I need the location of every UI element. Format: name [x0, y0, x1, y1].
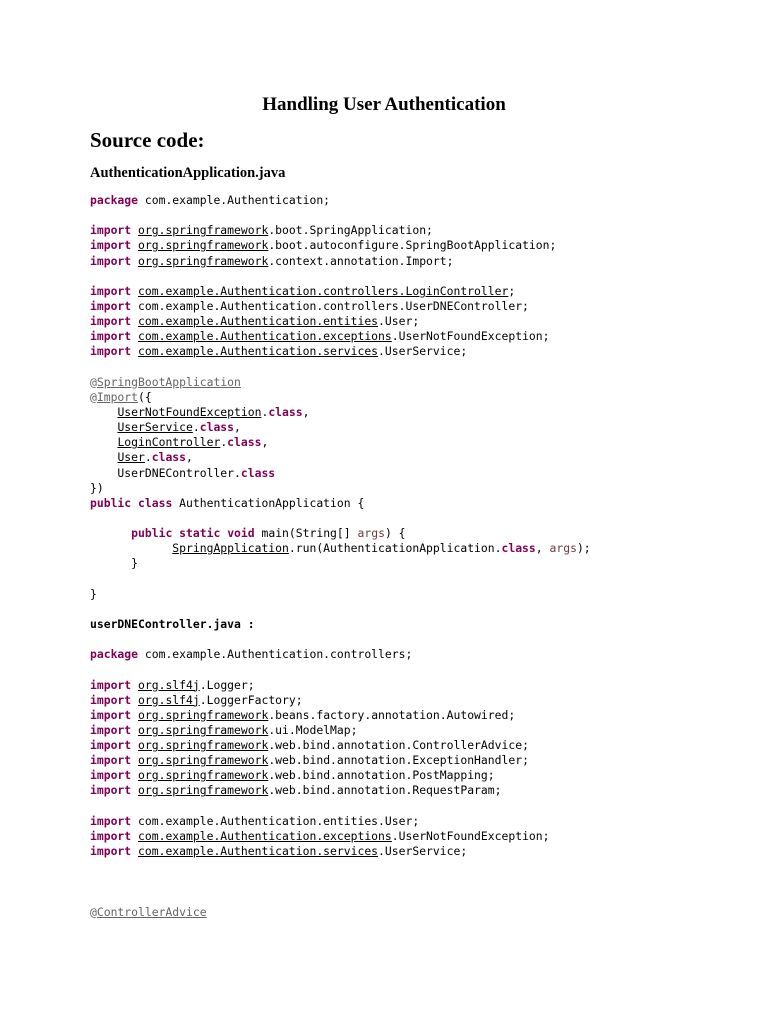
- code-token: .UserService;: [378, 844, 468, 859]
- code-line: [90, 768, 750, 783]
- code-token: .boot.autoconfigure.SpringBootApplication;: [268, 238, 557, 253]
- code-line: [90, 496, 750, 511]
- code-line: [90, 829, 750, 844]
- code-token: .User;: [378, 314, 420, 329]
- code-line: [90, 693, 750, 708]
- code-token: .beans.factory.annotation.Autowired;: [268, 707, 516, 722]
- code-token: [131, 254, 138, 268]
- code-line: [90, 420, 750, 435]
- code-line: [90, 783, 750, 798]
- code-token: org.springframework: [138, 753, 269, 768]
- code-line: [90, 859, 750, 874]
- code-token: }): [90, 480, 104, 495]
- code-token: com.example.Authentication.exceptions: [138, 828, 392, 843]
- code-token: SpringBootApplication: [96, 374, 241, 389]
- code-line: [90, 481, 750, 496]
- code-token: import: [90, 298, 132, 313]
- code-token: package: [90, 193, 139, 207]
- code-line: [90, 435, 750, 450]
- code-token: org.springframework: [138, 768, 269, 783]
- code-token: ,: [186, 450, 193, 465]
- code-token: org.springframework: [138, 722, 269, 737]
- code-line: [90, 708, 750, 723]
- code-token: .UserNotFoundException;: [391, 329, 550, 344]
- code-token: [131, 829, 138, 843]
- code-token: import: [90, 253, 132, 268]
- code-token: com.example.Authentication.entities.User;: [131, 813, 420, 828]
- code-line: [90, 193, 750, 208]
- code-line: [90, 874, 750, 889]
- code-line: [90, 223, 750, 238]
- code-line: [90, 587, 750, 602]
- code-line: [90, 329, 750, 344]
- document-title: Handling User Authentication: [262, 94, 506, 115]
- code-token: .web.bind.annotation.RequestParam;: [268, 783, 502, 798]
- code-token: org.springframework: [138, 238, 269, 253]
- code-token: [131, 238, 138, 252]
- code-token: @: [90, 374, 97, 389]
- code-line: [90, 738, 750, 753]
- code-token: UserNotFoundException: [117, 404, 262, 419]
- code-token: import: [90, 783, 132, 798]
- code-token: [131, 223, 138, 237]
- code-line: [90, 284, 750, 299]
- code-token: .: [192, 420, 200, 435]
- code-token: class: [240, 465, 276, 480]
- code-token: .boot.SpringApplication;: [268, 223, 433, 238]
- code-token: import: [90, 238, 132, 253]
- code-token: ,: [535, 541, 550, 556]
- code-token: import: [90, 223, 132, 238]
- code-token: org.slf4j: [138, 677, 200, 692]
- code-token: com.example.Authentication;: [138, 193, 331, 207]
- code-token: @: [90, 389, 97, 404]
- code-line: [90, 753, 750, 768]
- code-line: [90, 905, 750, 920]
- code-token: userDNEController.java :: [90, 616, 255, 631]
- code-token: [90, 541, 172, 555]
- code-token: .web.bind.annotation.ControllerAdvice;: [268, 738, 529, 753]
- code-token: [131, 844, 138, 858]
- code-token: .: [261, 404, 269, 419]
- code-token: .web.bind.annotation.PostMapping;: [268, 768, 495, 783]
- code-token: import: [90, 329, 132, 344]
- code-token: args: [357, 526, 385, 541]
- code-line: [90, 360, 750, 375]
- code-token: package: [90, 647, 139, 662]
- code-token: LoginController: [117, 435, 221, 450]
- code-token: }: [90, 556, 139, 571]
- file-heading: AuthenticationApplication.java: [90, 165, 286, 181]
- code-token: import: [90, 813, 132, 828]
- code-token: import: [90, 692, 132, 707]
- code-token: .UserService;: [378, 344, 468, 359]
- code-token: class: [151, 450, 187, 465]
- code-token: org.springframework: [138, 738, 269, 753]
- code-token: @: [90, 904, 97, 919]
- code-token: import: [90, 768, 132, 783]
- code-line: [90, 405, 750, 420]
- code-token: [131, 678, 138, 692]
- code-token: com.example.Authentication.entities: [138, 314, 379, 329]
- code-token: [131, 723, 138, 737]
- code-line: [90, 314, 750, 329]
- code-token: class: [501, 541, 536, 556]
- code-token: import: [90, 344, 132, 359]
- code-token: com.example.Authentication.exceptions: [138, 329, 392, 344]
- code-token: .web.bind.annotation.ExceptionHandler;: [268, 753, 529, 768]
- code-token: import: [90, 844, 132, 859]
- code-token: .LoggerFactory;: [199, 692, 303, 707]
- code-line: [90, 814, 750, 829]
- code-token: [131, 768, 138, 782]
- code-token: .: [144, 450, 152, 465]
- code-token: UserService: [117, 420, 193, 435]
- code-token: [90, 405, 117, 419]
- code-token: import: [90, 677, 132, 692]
- code-token: Import: [96, 389, 139, 404]
- code-token: org.springframework: [138, 707, 269, 722]
- code-token: [131, 314, 138, 328]
- code-token: class: [227, 435, 262, 450]
- code-token: com.example.Authentication.services: [138, 844, 379, 859]
- code-token: [131, 738, 138, 752]
- code-token: [90, 450, 117, 464]
- code-line: [90, 723, 750, 738]
- code-token: import: [90, 707, 132, 722]
- code-line: [90, 632, 750, 647]
- code-token: class: [138, 495, 173, 510]
- code-line: [90, 556, 750, 571]
- code-token: import: [90, 738, 132, 753]
- code-token: ,: [302, 404, 310, 419]
- code-token: main(String[]: [254, 526, 358, 541]
- code-line: [90, 238, 750, 253]
- code-token: class: [268, 404, 303, 419]
- code-line: [90, 541, 750, 556]
- code-line: [90, 208, 750, 223]
- code-line: [90, 390, 750, 405]
- code-line: [90, 375, 750, 390]
- code-token: .: [220, 435, 228, 450]
- code-token: com.example.Authentication.services: [138, 344, 379, 359]
- code-line: [90, 799, 750, 814]
- code-token: ControllerAdvice: [96, 904, 207, 919]
- source-code-block: [90, 193, 750, 920]
- code-token: import: [90, 314, 132, 329]
- code-token: org.springframework: [138, 783, 269, 798]
- code-token: static: [179, 526, 221, 541]
- code-token: .context.annotation.Import;: [268, 253, 454, 268]
- code-token: import: [90, 753, 132, 768]
- code-token: [131, 284, 138, 298]
- code-line: [90, 889, 750, 904]
- code-token: import: [90, 283, 132, 298]
- code-token: [131, 329, 138, 343]
- code-token: [131, 344, 138, 358]
- code-token: );: [576, 541, 591, 556]
- code-token: ;: [508, 283, 516, 298]
- code-token: .UserNotFoundException;: [391, 828, 550, 843]
- code-token: import: [90, 828, 132, 843]
- code-token: }: [90, 586, 97, 601]
- code-token: org.springframework: [138, 223, 269, 238]
- code-line: [90, 647, 750, 662]
- code-token: User: [117, 450, 145, 465]
- code-token: [131, 708, 138, 722]
- code-token: public: [90, 495, 132, 510]
- code-token: [131, 693, 138, 707]
- code-token: [90, 420, 117, 434]
- section-heading: Source code:: [90, 128, 205, 152]
- code-token: AuthenticationApplication {: [172, 495, 365, 510]
- code-token: UserDNEController.: [90, 465, 241, 480]
- code-token: org.slf4j: [138, 692, 200, 707]
- code-line: [90, 269, 750, 284]
- code-token: com.example.Authentication.controllers.UserDNEController;: [131, 298, 529, 313]
- code-line: [90, 299, 750, 314]
- code-token: public: [131, 526, 173, 541]
- code-token: [131, 496, 138, 510]
- code-line: [90, 466, 750, 481]
- code-token: .run(AuthenticationApplication.: [288, 541, 502, 556]
- code-token: ({: [138, 389, 152, 404]
- code-token: ) {: [384, 526, 406, 541]
- code-line: [90, 602, 750, 617]
- code-token: void: [227, 526, 255, 541]
- code-token: import: [90, 722, 132, 737]
- code-line: [90, 617, 750, 632]
- code-token: org.springframework: [138, 253, 269, 268]
- code-line: [90, 662, 750, 677]
- code-token: ,: [261, 435, 269, 450]
- code-line: [90, 844, 750, 859]
- code-token: .Logger;: [199, 677, 255, 692]
- code-line: [90, 511, 750, 526]
- code-token: args: [549, 541, 577, 556]
- code-token: com.example.Authentication.controllers;: [138, 647, 413, 662]
- code-line: [90, 678, 750, 693]
- code-line: [90, 526, 750, 541]
- code-line: [90, 572, 750, 587]
- code-line: [90, 450, 750, 465]
- code-token: [90, 435, 117, 449]
- code-token: [90, 526, 131, 540]
- code-token: ,: [234, 420, 241, 435]
- code-token: class: [199, 420, 235, 435]
- code-token: .ui.ModelMap;: [268, 722, 358, 737]
- code-line: [90, 344, 750, 359]
- code-token: [131, 783, 138, 797]
- code-token: com.example.Authentication.controllers.LoginController: [138, 283, 509, 298]
- code-line: [90, 254, 750, 269]
- code-token: SpringApplication: [172, 541, 289, 556]
- code-token: [131, 753, 138, 767]
